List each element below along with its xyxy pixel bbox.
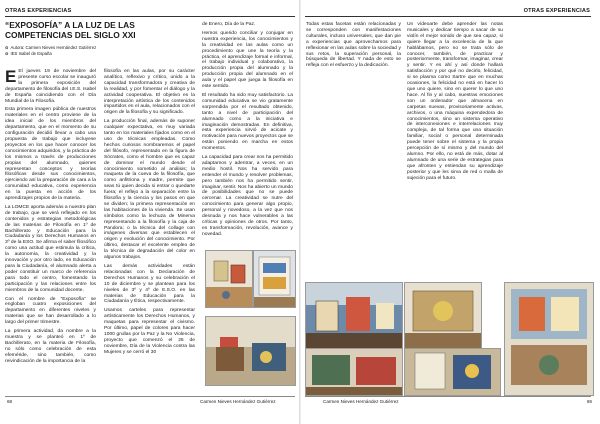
section-label: OTRAS EXPERIENCIAS	[5, 8, 72, 14]
paragraph	[5, 69, 96, 104]
page-right	[301, 0, 600, 424]
photo-image	[206, 317, 295, 385]
exhibition-photo	[205, 316, 296, 386]
photo-image	[306, 349, 402, 395]
footer-author: Carmen Nieves Hernández Gutiérrez	[200, 399, 276, 404]
paragraph: Todas estas facetas están relacionadas y se corresponden con manifestaciones culturales, incluso universales, que dan pie a experiencias que aprovechamos para reflexionar en las aulas sobre la sociedad y sus retos, la superación personal, la búsqueda de libertad. Y nada de esto se refleja con el esfuerzo y la dedicación.	[306, 22, 401, 69]
exhibition-photo	[205, 250, 253, 308]
photo-image	[405, 349, 500, 395]
paragraph: La primera actividad, da nombre a la muestra y se planteó en 1º de Bachillerato, en la materia de Filosofía, no sólo como celebración de esta efeméride, sino también, como reivindicación de la importancia de la	[5, 329, 96, 364]
article-column-2	[104, 69, 195, 359]
header-rule	[5, 16, 295, 17]
paragraph: Esta primera imagen pública de nuestros materiales en el centro proviene de la idea inicial de los miembros del departamento, que en el momento de su configuración decidió llevar a cabo una propuesta de trabajo que incluyese proyectos en los que hacer conocer los conocimientos adquiridos, y la práctica de los mismos a través de producciones propias del alumnado, quienes representan conceptos y teorías filosóficas desde sus conocimientos, ejerciendo así la preparación de cara a la comunidad educativa, como experiencia en la puesta en acción de los aprendizajes propios de la materia.	[5, 107, 96, 202]
paragraph: filosofía en las aulas, por su carácter analítico, reflexivo y crítico, unido a la capacidad transformadora y creativa de la realidad, y por fomentar el diálogo y la actividad cooperativa. El objetivo es la interpretación artística de los contenidos impartidos en el aula, relacionados con el origen de la filosofía y su significado.	[104, 69, 195, 116]
exhibition-photo	[404, 282, 482, 349]
paragraph: El resultado ha sido muy satisfactorio. La comunidad educativa se vio gratamente sorprendida por el resultado obtenido, tanto a nivel de participación del alumnado como a la iniciativa e imaginación demostradas. En definitiva, esta experiencia sirvió de acicate y motivación para nuevos proyectos que se están poniendo en marcha en estos momentos.	[202, 92, 293, 152]
paragraph: de Enero, Día de la Paz.	[202, 22, 256, 27]
exhibition-photo	[305, 282, 403, 349]
article-column-1	[5, 69, 96, 368]
footer-author: Carmen Nieves Hernández Gutiérrez	[323, 399, 399, 404]
paragraph: Usamos carteles para representar artísticamente los Derechos Humanos, y maquetas para representar el civismo. Por último, papel de colores para hacer 1000 grullas por la Paz y la No Violencia, proyecto que comenzó el 25 de noviembre, Día de la Violencia contra las Mujeres y se cerró el 30	[104, 308, 195, 355]
page-number: 69	[586, 399, 592, 404]
article-column-4	[306, 22, 401, 72]
gear-icon	[5, 46, 9, 50]
paragraph: Hemos querido conciliar y conjugar en nuestra experiencia, los conocimientos y la creatividad en las aulas como un procedimiento que une la teoría y la práctica, el aprendizaje formal e informal, el trabajo individual y colaborativo, la producción propia del alumnado y la producción propia del alumnado en el aula y el papel que juega la filosofía en este sentido.	[202, 30, 293, 90]
article-column-5	[407, 22, 503, 184]
photo-image	[306, 283, 402, 348]
paragraph: Un vídeoarte debe aprender las notas musicales y dedicar tiempo a sacar de su violín el mejor sonido de que sea capaz, si quiere llegar a la excelencia de la que hablábamos, pero no se trata sólo de conocer, también, de practicar y posteriormente, transformar, imaginar, crear y sentir. Y es ahí y así donde hallará satisfacción y por qué no decirlo, felicidad, si se plasma como Sartre que en muchas ocasiones, la felicidad no está en hacer lo que uno quiere, sino en querer lo que uno hace. Al fin y al cabo, nuestras emociones son un ordenador que almacena en carpetas nuevas, provisoriamente activas, archivos, o una máquina expendedora de conocimientos, sino un sistema operativo de interconexiones e interrelaciones muy compleja, de tal forma que una situación familiar, social o personal determinada puede tener sobre el sistema y la propia percepción de sí mismo y del mundo del alumno. Por ello, no está de más, dotar al alumnado de una serie de estrategias para que afronten y entiendan su aprendizaje posterior y que les sirva de red o malla de sujeción para el futuro.	[407, 22, 503, 181]
article-column-3	[202, 22, 293, 241]
school-line	[5, 51, 52, 56]
author-text: Autora: Carmen Nieves Hernández Gutiérrez	[10, 45, 97, 50]
footer-rule	[305, 396, 591, 397]
paragraph: La LOMCE aporta además a nuestro plan de trabajo, que se verá reflejado en los contenidos y estrategias metodológicas de las materias de Filosofía en 1º de Bachillerato y Educación para la Ciudadanía y los Derechos Humanos en 3º de la ESO. Se afirma el saber filosófico como una actitud que estimula la crítica, la autonomía, la creatividad y la innovación y por otro lado, en Educación para la Ciudadanía, el alumnado alerta a poder constituir un marco de referencia para todo el centro, fomentando la participación y las relaciones entre los miembros de la comunidad docente.	[5, 204, 96, 293]
photo-image	[405, 283, 481, 348]
section-label: OTRAS EXPERIENCIAS	[523, 8, 590, 14]
author-line	[5, 45, 96, 50]
photo-image	[206, 251, 252, 307]
photo-image	[254, 251, 295, 307]
page-number: 68	[7, 399, 13, 404]
page-left	[0, 0, 299, 424]
paragraph-text: El jueves 19 de noviembre del presente curso escolar se inauguró la primera exposición del departamento de filosofía del I.E.S. Isabel de España coincidiendo con el Día Mundial de la Filosofía.	[5, 69, 96, 104]
exhibition-photo	[404, 348, 501, 396]
exhibition-photo	[504, 282, 594, 396]
footer-rule	[5, 396, 295, 397]
paragraph: La producción final, además de suponer cualquier expectativa, es muy variada tanto en los materiales fijados como en el uso de técnicas empleadas. Como hechos curiosos nombraremos el papel del filósofo, representado en la figura de Sócrates, como el hombre que es capaz de dominar el mundo desde el conocimiento sometido al análisis; la maqueta de la cueva de la filosofía, que como anfitriona y madre, permite que seas tú quien decida si entrar o quedarte fuera; el reflejo a la separación entre la filosofía y la ciencia y los pasos en que se dividen; la primera representación en las habitaciones de la vivienda. Se usan símbolos como la lechuza de Minerva representando a la filosofía y la caja de Pandora; o la técnica del collage con imágenes diversas que establecen el origen y evolución del conocimiento. Por último, destacar el excelente empleo de la técnica de degradación del color en algunos trabajos.	[104, 119, 195, 261]
paragraph: Con el nombre de “Exposofía” se engloban cuatro exposiciones del departamento en diferentes niveles y materias que se han desarrollado a lo largo del primer trimestre.	[5, 296, 96, 326]
exhibition-photo	[253, 250, 296, 308]
paragraph: Las demás actividades están relacionadas con la Declaración de Derechos Humanos y su celebración el 10 de diciembre y se plantean para los niveles de 3º y 4º de E.S.O. en las materias de Educación para la Ciudadanía y Ética, respectivamente.	[104, 264, 195, 305]
photo-image	[505, 283, 593, 395]
gear-icon	[5, 52, 9, 56]
exhibition-photo	[305, 348, 403, 396]
article-title: “EXPOSOFÍA” A LA LUZ DE LAS COMPETENCIAS DEL SIGLO XXI	[5, 20, 136, 40]
header-rule	[305, 16, 591, 17]
paragraph: La capacidad para crear nos ha permitido adaptarnos y adentrar, a veces, en un medio hostil. Nos ha servido para entender el mundo y resolver problemas, pero también nos ha permitido sentir, imaginar, sentir. Nos ha abierto un mundo de posibilidades que no se puede cercenar. La creatividad se nutre del conocimiento para generar algo propio, personal y novedoso, a la vez que nos desnuda y nos hace vulnerables a las críticas y opiniones de otros. Por tanto, es transformación, revolución, avance y novedad.	[202, 155, 293, 237]
school-text: IES Isabel de España	[10, 51, 52, 56]
drop-cap: E	[5, 67, 17, 86]
